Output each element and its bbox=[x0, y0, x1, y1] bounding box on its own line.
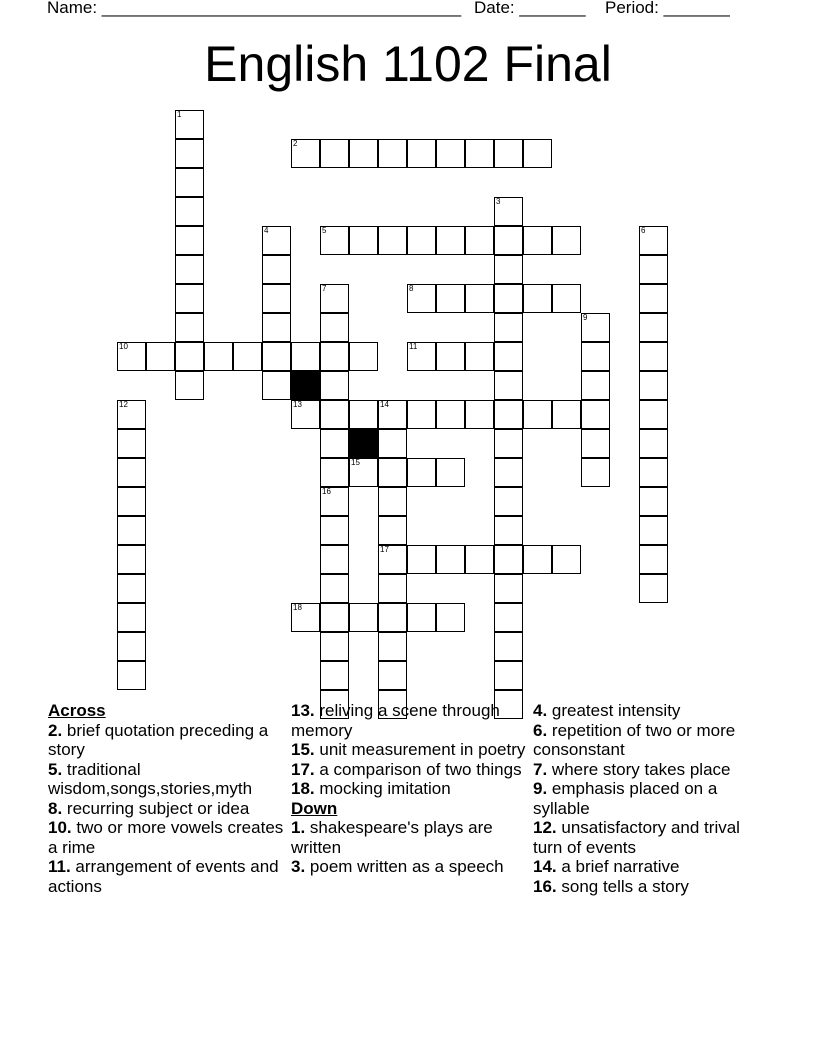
clue-item bbox=[291, 779, 529, 799]
grid-cell[interactable] bbox=[378, 545, 407, 574]
grid-cell[interactable] bbox=[494, 516, 523, 545]
grid-cell[interactable] bbox=[581, 371, 610, 400]
period-field[interactable]: Period: _______ bbox=[605, 0, 730, 17]
grid-cell[interactable] bbox=[407, 400, 436, 429]
grid-cell[interactable] bbox=[320, 226, 349, 255]
grid-cell[interactable] bbox=[639, 545, 668, 574]
clue-number: 7 bbox=[322, 284, 327, 293]
clue-item bbox=[533, 779, 763, 818]
clue-number-label: 17. bbox=[291, 759, 315, 779]
grid-cell[interactable] bbox=[262, 284, 291, 313]
grid-cell[interactable] bbox=[378, 429, 407, 458]
grid-cell[interactable] bbox=[175, 139, 204, 168]
grid-cell[interactable] bbox=[175, 168, 204, 197]
grid-cell[interactable] bbox=[523, 226, 552, 255]
black-square bbox=[291, 371, 320, 400]
grid-cell[interactable] bbox=[117, 661, 146, 690]
grid-cell[interactable] bbox=[552, 284, 581, 313]
grid-cell[interactable] bbox=[436, 603, 465, 632]
grid-cell[interactable] bbox=[494, 574, 523, 603]
clue-number-label: 18. bbox=[291, 779, 315, 798]
grid-cell[interactable] bbox=[117, 342, 146, 371]
clue-number: 9 bbox=[583, 313, 588, 322]
grid-cell[interactable] bbox=[494, 284, 523, 313]
grid-cell[interactable] bbox=[494, 226, 523, 255]
grid-cell[interactable] bbox=[494, 139, 523, 168]
grid-cell[interactable] bbox=[378, 516, 407, 545]
grid-cell[interactable] bbox=[494, 545, 523, 574]
clue-text: greatest intensity bbox=[547, 701, 681, 720]
grid-cell[interactable] bbox=[436, 226, 465, 255]
clue-text: a comparison of two things bbox=[314, 759, 522, 779]
clue-item bbox=[291, 740, 529, 760]
grid-cell[interactable] bbox=[378, 487, 407, 516]
clue-number: 4 bbox=[264, 226, 269, 235]
grid-cell[interactable] bbox=[407, 284, 436, 313]
grid-cell[interactable] bbox=[494, 603, 523, 632]
grid-cell[interactable] bbox=[320, 342, 349, 371]
grid-cell[interactable] bbox=[378, 139, 407, 168]
grid-cell[interactable] bbox=[552, 400, 581, 429]
grid-cell[interactable] bbox=[320, 603, 349, 632]
clue-text: traditional wisdom,songs,stories,myth bbox=[48, 759, 253, 798]
clues-column-1 bbox=[48, 701, 288, 896]
grid-cell[interactable] bbox=[552, 545, 581, 574]
puzzle-title: English 1102 Final bbox=[204, 36, 612, 92]
grid-cell[interactable] bbox=[320, 545, 349, 574]
grid-cell[interactable] bbox=[378, 661, 407, 690]
grid-cell[interactable] bbox=[175, 110, 204, 139]
grid-cell[interactable] bbox=[320, 400, 349, 429]
clue-item bbox=[48, 818, 288, 857]
grid-cell[interactable] bbox=[581, 429, 610, 458]
grid-cell[interactable] bbox=[639, 487, 668, 516]
grid-cell[interactable] bbox=[117, 429, 146, 458]
grid-cell[interactable] bbox=[465, 400, 494, 429]
clue-item bbox=[291, 857, 529, 877]
grid-cell[interactable] bbox=[407, 603, 436, 632]
clue-number-label: 14. bbox=[533, 857, 557, 876]
grid-cell[interactable] bbox=[465, 284, 494, 313]
clue-item bbox=[48, 760, 288, 799]
clue-number-label: 12. bbox=[533, 818, 557, 837]
clue-number: 1 bbox=[177, 110, 182, 119]
clue-item bbox=[533, 877, 763, 897]
grid-cell[interactable] bbox=[262, 313, 291, 342]
grid-cell[interactable] bbox=[291, 139, 320, 168]
grid-cell[interactable] bbox=[175, 226, 204, 255]
clue-number-label: 10. bbox=[48, 818, 72, 837]
grid-cell[interactable] bbox=[639, 458, 668, 487]
grid-cell[interactable] bbox=[494, 661, 523, 690]
grid-cell[interactable] bbox=[581, 458, 610, 487]
clue-text: where story takes place bbox=[547, 759, 731, 779]
clue-item bbox=[48, 721, 288, 760]
clue-text: recurring subject or idea bbox=[62, 798, 250, 818]
grid-cell[interactable] bbox=[436, 342, 465, 371]
grid-cell[interactable] bbox=[117, 458, 146, 487]
grid-cell[interactable] bbox=[639, 400, 668, 429]
grid-cell[interactable] bbox=[436, 545, 465, 574]
clue-number-label: 3. bbox=[291, 857, 306, 876]
clues-column-2 bbox=[291, 701, 529, 877]
grid-cell[interactable] bbox=[639, 284, 668, 313]
clue-item bbox=[291, 760, 529, 780]
grid-cell[interactable] bbox=[117, 632, 146, 661]
grid-cell[interactable] bbox=[349, 400, 378, 429]
clue-number: 3 bbox=[496, 197, 501, 206]
clue-text: shakespeare's plays are written bbox=[291, 818, 493, 857]
clue-number: 8 bbox=[409, 284, 414, 293]
grid-cell[interactable] bbox=[320, 313, 349, 342]
grid-cell[interactable] bbox=[639, 313, 668, 342]
grid-cell[interactable] bbox=[494, 458, 523, 487]
grid-cell[interactable] bbox=[320, 429, 349, 458]
clue-item bbox=[48, 799, 288, 819]
grid-cell[interactable] bbox=[407, 458, 436, 487]
clue-number: 10 bbox=[119, 342, 128, 351]
grid-cell[interactable] bbox=[117, 603, 146, 632]
black-square bbox=[349, 429, 378, 458]
grid-cell[interactable] bbox=[349, 139, 378, 168]
clue-number-label: 11. bbox=[48, 857, 71, 876]
clue-number-label: 13. bbox=[291, 701, 315, 720]
clue-text: poem written as a speech bbox=[305, 857, 504, 876]
clue-section-heading: Across bbox=[48, 701, 106, 720]
date-field[interactable]: Date: _______ bbox=[474, 0, 586, 17]
grid-cell[interactable] bbox=[465, 226, 494, 255]
grid-cell[interactable] bbox=[349, 226, 378, 255]
grid-cell[interactable] bbox=[320, 284, 349, 313]
grid-cell[interactable] bbox=[639, 429, 668, 458]
clue-number: 14 bbox=[380, 400, 389, 409]
clue-number-label: 2. bbox=[48, 720, 63, 740]
grid-cell[interactable] bbox=[465, 342, 494, 371]
grid-cell[interactable] bbox=[494, 313, 523, 342]
grid-cell[interactable] bbox=[378, 458, 407, 487]
grid-cell[interactable] bbox=[494, 632, 523, 661]
grid-cell[interactable] bbox=[378, 574, 407, 603]
grid-cell[interactable] bbox=[320, 371, 349, 400]
grid-cell[interactable] bbox=[407, 545, 436, 574]
grid-cell[interactable] bbox=[117, 487, 146, 516]
clue-item bbox=[533, 857, 763, 877]
clue-number: 2 bbox=[293, 139, 298, 148]
grid-cell[interactable] bbox=[639, 342, 668, 371]
grid-cell[interactable] bbox=[320, 661, 349, 690]
grid-cell[interactable] bbox=[349, 458, 378, 487]
clue-number: 6 bbox=[641, 226, 646, 235]
grid-cell[interactable] bbox=[291, 400, 320, 429]
clue-item bbox=[291, 701, 529, 740]
grid-cell[interactable] bbox=[175, 342, 204, 371]
clue-item bbox=[291, 818, 529, 857]
clue-text: repetition of two or more consonstant bbox=[533, 720, 736, 759]
grid-cell[interactable] bbox=[639, 226, 668, 255]
grid-cell[interactable] bbox=[581, 313, 610, 342]
clue-text: reliving a scene through memory bbox=[291, 701, 500, 740]
clue-number: 15 bbox=[351, 458, 360, 467]
grid-cell[interactable] bbox=[639, 371, 668, 400]
grid-cell[interactable] bbox=[320, 516, 349, 545]
grid-cell[interactable] bbox=[117, 545, 146, 574]
grid-cell[interactable] bbox=[378, 632, 407, 661]
grid-cell[interactable] bbox=[175, 313, 204, 342]
grid-cell[interactable] bbox=[552, 226, 581, 255]
clue-text: a brief narrative bbox=[556, 857, 680, 876]
grid-cell[interactable] bbox=[523, 284, 552, 313]
clue-number-label: 8. bbox=[48, 798, 63, 818]
grid-cell[interactable] bbox=[523, 400, 552, 429]
grid-cell[interactable] bbox=[204, 342, 233, 371]
grid-cell[interactable] bbox=[320, 632, 349, 661]
grid-cell[interactable] bbox=[581, 400, 610, 429]
grid-cell[interactable] bbox=[436, 284, 465, 313]
grid-cell[interactable] bbox=[407, 139, 436, 168]
grid-cell[interactable] bbox=[523, 139, 552, 168]
grid-cell[interactable] bbox=[494, 371, 523, 400]
clue-number-label: 7. bbox=[533, 759, 548, 779]
clue-number: 18 bbox=[293, 603, 302, 612]
grid-cell[interactable] bbox=[291, 342, 320, 371]
clue-number: 5 bbox=[322, 226, 327, 235]
grid-cell[interactable] bbox=[117, 516, 146, 545]
clue-text: brief quotation preceding a story bbox=[48, 720, 269, 759]
clue-number: 11 bbox=[409, 342, 418, 351]
grid-cell[interactable] bbox=[320, 487, 349, 516]
grid-cell[interactable] bbox=[320, 458, 349, 487]
grid-cell[interactable] bbox=[436, 400, 465, 429]
clue-number-label: 16. bbox=[533, 876, 557, 896]
clue-number-label: 1. bbox=[291, 818, 306, 837]
grid-cell[interactable] bbox=[175, 197, 204, 226]
grid-cell[interactable] bbox=[494, 429, 523, 458]
grid-cell[interactable] bbox=[175, 371, 204, 400]
clue-number-label: 15. bbox=[291, 740, 315, 759]
grid-cell[interactable] bbox=[117, 574, 146, 603]
grid-cell[interactable] bbox=[262, 255, 291, 284]
clue-item bbox=[533, 818, 763, 857]
grid-cell[interactable] bbox=[494, 197, 523, 226]
clue-item bbox=[48, 857, 288, 896]
grid-cell[interactable] bbox=[639, 574, 668, 603]
grid-cell[interactable] bbox=[378, 400, 407, 429]
grid-cell[interactable] bbox=[494, 400, 523, 429]
clue-number-label: 4. bbox=[533, 701, 548, 720]
grid-cell[interactable] bbox=[146, 342, 175, 371]
grid-cell[interactable] bbox=[349, 342, 378, 371]
clue-text: unsatisfactory and trival turn of events bbox=[533, 818, 740, 857]
grid-cell[interactable] bbox=[494, 487, 523, 516]
grid-cell[interactable] bbox=[407, 342, 436, 371]
grid-cell[interactable] bbox=[465, 139, 494, 168]
clue-item bbox=[533, 721, 763, 760]
clue-text: song tells a story bbox=[556, 876, 689, 896]
grid-cell[interactable] bbox=[378, 226, 407, 255]
clue-text: arrangement of events and actions bbox=[48, 857, 279, 896]
clue-number-label: 5. bbox=[48, 759, 63, 779]
clue-number-label: 9. bbox=[533, 779, 548, 798]
grid-cell[interactable] bbox=[349, 603, 378, 632]
grid-cell[interactable] bbox=[523, 545, 552, 574]
grid-cell[interactable] bbox=[378, 603, 407, 632]
grid-cell[interactable] bbox=[233, 342, 262, 371]
clue-number-label: 6. bbox=[533, 720, 548, 740]
grid-cell[interactable] bbox=[175, 255, 204, 284]
clue-number: 12 bbox=[119, 400, 128, 409]
grid-cell[interactable] bbox=[291, 603, 320, 632]
clue-text: mocking imitation bbox=[314, 779, 451, 798]
clue-item bbox=[533, 760, 763, 780]
grid-cell[interactable] bbox=[436, 139, 465, 168]
clue-text: two or more vowels creates a rime bbox=[48, 818, 284, 857]
clue-text: unit measurement in poetry bbox=[314, 740, 526, 759]
grid-cell[interactable] bbox=[262, 226, 291, 255]
clue-text: emphasis placed on a syllable bbox=[533, 779, 718, 818]
grid-cell[interactable] bbox=[175, 284, 204, 313]
clue-number: 17 bbox=[380, 545, 389, 554]
grid-cell[interactable] bbox=[320, 139, 349, 168]
grid-cell[interactable] bbox=[320, 574, 349, 603]
clue-number: 16 bbox=[322, 487, 331, 496]
clue-section-heading: Down bbox=[291, 798, 338, 818]
grid-cell[interactable] bbox=[494, 255, 523, 284]
grid-cell[interactable] bbox=[581, 342, 610, 371]
name-field[interactable]: Name: ______________________________________ bbox=[47, 0, 462, 17]
grid-cell[interactable] bbox=[465, 545, 494, 574]
grid-cell[interactable] bbox=[407, 226, 436, 255]
grid-cell[interactable] bbox=[639, 255, 668, 284]
clue-item bbox=[533, 701, 763, 721]
grid-cell[interactable] bbox=[494, 342, 523, 371]
grid-cell[interactable] bbox=[262, 371, 291, 400]
grid-cell[interactable] bbox=[117, 400, 146, 429]
grid-cell[interactable] bbox=[639, 516, 668, 545]
clue-number: 13 bbox=[293, 400, 302, 409]
clues-column-3 bbox=[533, 701, 763, 896]
grid-cell[interactable] bbox=[262, 342, 291, 371]
grid-cell[interactable] bbox=[436, 458, 465, 487]
